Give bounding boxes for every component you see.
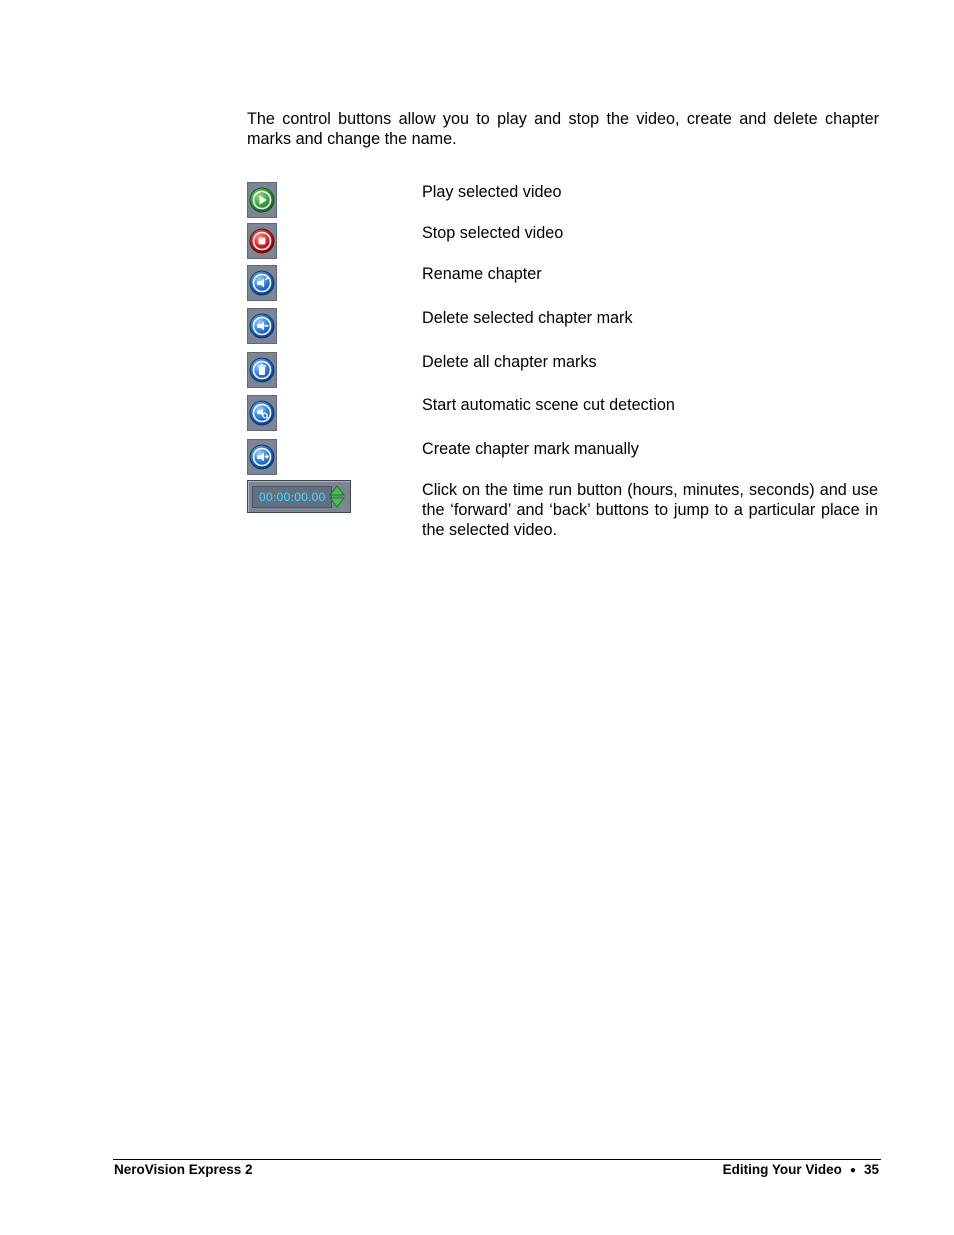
play-description: Play selected video [422, 183, 562, 201]
rename-chapter-button[interactable] [247, 265, 277, 301]
scene-detection-button[interactable] [247, 395, 277, 431]
footer-section-title: Editing Your Video [722, 1162, 842, 1177]
create-chapter-mark-button[interactable] [247, 439, 277, 475]
timecode-control[interactable] [247, 480, 351, 513]
footer-rule [113, 1159, 881, 1160]
rename-chapter-description: Rename chapter [422, 265, 542, 283]
footer-section [723, 1162, 879, 1179]
stop-button[interactable] [247, 223, 277, 259]
footer-bullet: ● [849, 1165, 856, 1176]
delete-chapter-mark-icon [249, 313, 275, 339]
timecode-display[interactable]: 00:00:00.00 [252, 486, 332, 508]
delete-chapter-mark-button[interactable] [247, 308, 277, 344]
footer-page-number: 35 [863, 1162, 879, 1177]
intro-paragraph: The control buttons allow you to play and stop the video, create and delete chapter marks and change the name. [247, 110, 879, 148]
delete-chapter-mark-description: Delete selected chapter mark [422, 309, 633, 327]
timecode-description: Click on the time run button (hours, minutes, seconds) and use the ‘forward’ and ‘back’ buttons to jump to a particular place in the selected video. [422, 481, 878, 539]
stop-icon [249, 228, 275, 254]
forward-back-arrows-icon[interactable] [328, 484, 346, 510]
delete-all-chapter-marks-icon [249, 357, 275, 383]
play-button[interactable] [247, 182, 277, 218]
stop-description: Stop selected video [422, 224, 564, 242]
rename-chapter-icon [249, 270, 275, 296]
scene-detection-description: Start automatic scene cut detection [422, 396, 675, 414]
delete-all-chapter-marks-button[interactable] [247, 352, 277, 388]
create-chapter-mark-icon [249, 444, 275, 470]
play-icon [249, 187, 275, 213]
create-chapter-mark-description: Create chapter mark manually [422, 440, 639, 458]
footer-product-name: NeroVision Express 2 [114, 1162, 253, 1177]
scene-detection-icon [249, 400, 275, 426]
delete-all-chapter-marks-description: Delete all chapter marks [422, 353, 597, 371]
